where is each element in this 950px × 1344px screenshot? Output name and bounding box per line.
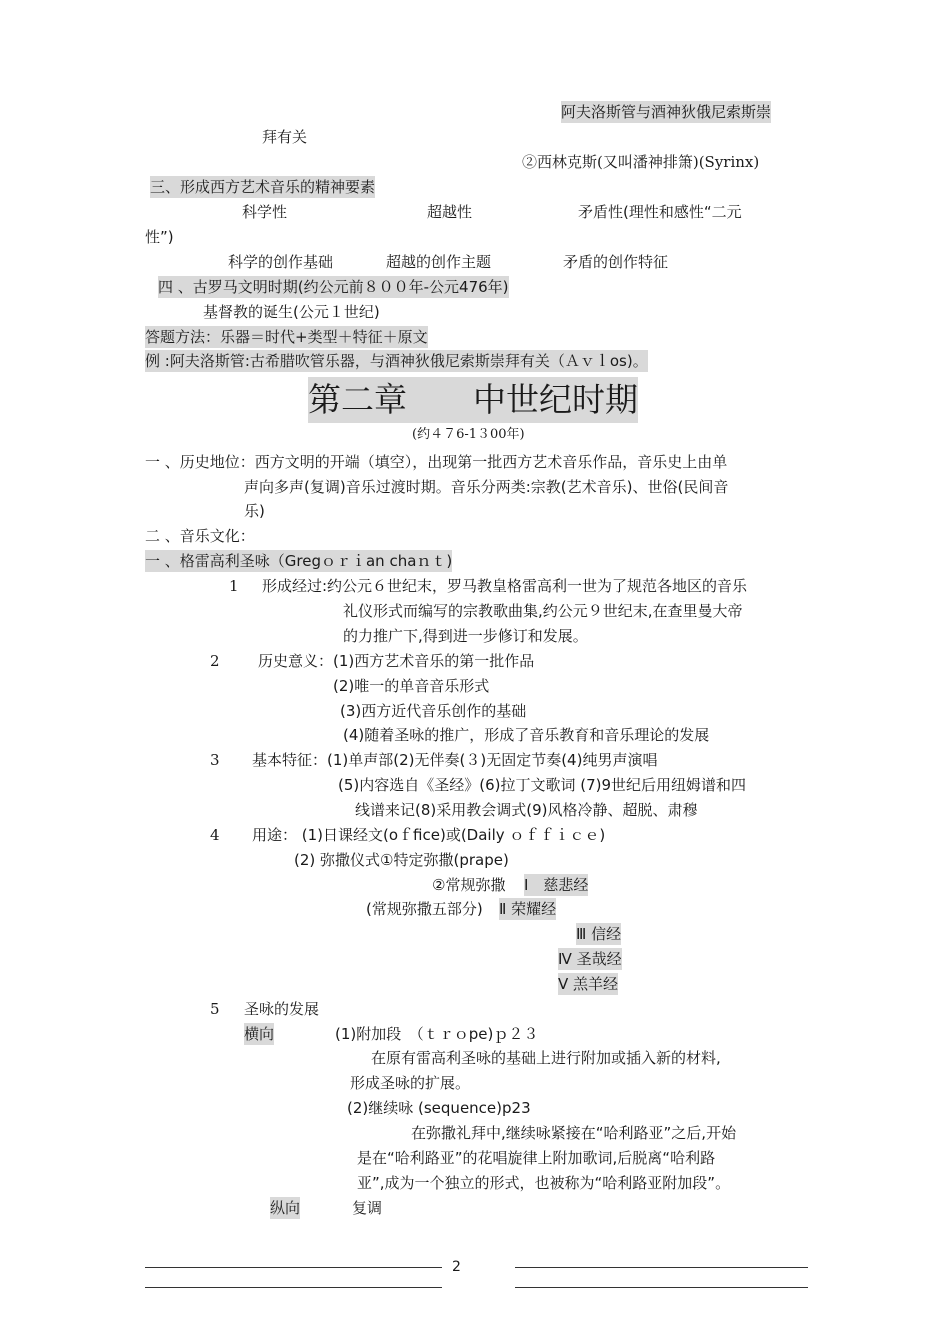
text-line: 形成经过:约公元６世纪末，罗马教皇格雷高利一世为了规范各地区的音乐 <box>262 577 748 595</box>
footer-rule <box>145 1267 442 1268</box>
text-line: 科学的创作基础 <box>228 253 334 271</box>
text-line: 形成圣咏的扩展。 <box>350 1074 471 1092</box>
text-line: 科学性 <box>242 203 288 221</box>
text-line: 超越的创作主题 <box>386 253 492 271</box>
text-line: 声向多声(复调)音乐过渡时期。音乐分两类:宗教(艺术音乐)、世俗(民间音 <box>244 478 729 496</box>
text-line: 基本特征：(1)单声部(2)无伴奏(３)无固定节奏(4)纯男声演唱 <box>252 751 658 769</box>
text-line: 圣咏的发展 <box>244 1000 320 1018</box>
chapter-subtitle: (约４７6-1３00年) <box>412 427 525 442</box>
text-line: 乐) <box>244 502 265 520</box>
text-line: 超越性 <box>427 203 473 221</box>
text-line: 在原有雷高利圣咏的基础上进行附加或插入新的材料, <box>371 1049 721 1067</box>
text-line: Ⅴ 羔羊经 <box>558 975 619 993</box>
text-line: (1)附加段 （ｔｒｏpe)ｐ２３ <box>335 1025 539 1043</box>
item-number: 5 <box>210 1000 220 1018</box>
text-line: 答题方法：乐器＝时代+类型＋特征＋原文 <box>145 328 428 346</box>
section-heading: 二 、音乐文化： <box>145 527 255 545</box>
text-line: ②常规弥撒 <box>432 876 506 894</box>
text-line: 是在“哈利路亚”的花唱旋律上附加歌词,后脱离“哈利路 <box>357 1149 716 1167</box>
text-line: (3)西方近代音乐创作的基础 <box>340 702 527 720</box>
text-line: 历史意义：(1)西方艺术音乐的第一批作品 <box>258 652 535 670</box>
text-line: 矛盾性(理性和感性“二元 <box>578 203 742 221</box>
text-line: 一 、历史地位：西方文明的开端（填空），出现第一批西方艺术音乐作品，音乐史上由单 <box>145 453 728 471</box>
item-number: 1 <box>229 577 239 595</box>
footer-rule <box>515 1267 808 1268</box>
text-line: (5)内容选自《圣经》(6)拉丁文歌词 (7)9世纪后用纽姆谱和四 <box>338 776 747 794</box>
text-line: 横向 <box>244 1025 275 1043</box>
text-line: (2)唯一的单音音乐形式 <box>333 677 490 695</box>
section-heading: 三、形成西方艺术音乐的精神要素 <box>150 178 376 196</box>
text-line: (常规弥撒五部分) <box>366 900 483 918</box>
text-line: 纵向 <box>270 1199 301 1217</box>
text-line: 用途： (1)日课经文(oｆfice)或(Daily ｏｆｆｉｃｅ) <box>252 826 606 844</box>
text-line: 例 :阿夫洛斯管:古希腊吹管乐器，与酒神狄俄尼索斯崇拜有关（Ａｖｌos)。 <box>145 352 648 370</box>
page-number: 2 <box>452 1259 461 1275</box>
text-line: 的力推广下,得到进一步修订和发展。 <box>343 627 588 645</box>
text-line: Ⅰ 慈悲经 <box>524 876 589 894</box>
section-heading: 一 、格雷高利圣咏（Gregｏｒｉan chaｎｔ) <box>145 552 453 570</box>
text-line: (2)继续咏 (sequence)p23 <box>347 1099 531 1117</box>
text-line: ②西林克斯(又叫潘神排箫)(Syrinx) <box>522 153 760 171</box>
text-line: 复调 <box>352 1199 383 1217</box>
text-line: Ⅳ 圣哉经 <box>558 950 622 968</box>
text-line: 在弥撒礼拜中,继续咏紧接在“哈利路亚”之后,开始 <box>411 1124 737 1142</box>
footer-rule <box>515 1287 808 1288</box>
text-line: 性”) <box>145 228 174 246</box>
text-line: Ⅲ 信经 <box>576 925 622 943</box>
text-line: 亚”,成为一个独立的形式，也被称为“哈利路亚附加段”。 <box>357 1174 731 1192</box>
text-line: 拜有关 <box>262 128 308 146</box>
footer-rule <box>145 1287 442 1288</box>
section-heading: 四 、古罗马文明时期(约公元前８００年-公元476年) <box>158 278 509 296</box>
text-line: 基督教的诞生(公元１世纪) <box>203 303 380 321</box>
item-number: 4 <box>210 826 220 844</box>
text-line: 阿夫洛斯管与酒神狄俄尼索斯崇 <box>561 103 772 121</box>
text-line: (2) 弥撒仪式①特定弥撒(prape) <box>294 851 509 869</box>
text-line: Ⅱ 荣耀经 <box>499 900 557 918</box>
chapter-title: 第二章 中世纪时期 <box>308 377 638 423</box>
item-number: 2 <box>210 652 220 670</box>
text-line: 矛盾的创作特征 <box>563 253 669 271</box>
text-line: 礼仪形式而编写的宗教歌曲集,约公元９世纪末,在查里曼大帝 <box>343 602 743 620</box>
text-line: 线谱来记(8)采用教会调式(9)风格冷静、超脱、肃穆 <box>355 801 698 819</box>
item-number: 3 <box>210 751 220 769</box>
text-line: (4)随着圣咏的推广，形成了音乐教育和音乐理论的发展 <box>343 726 710 744</box>
